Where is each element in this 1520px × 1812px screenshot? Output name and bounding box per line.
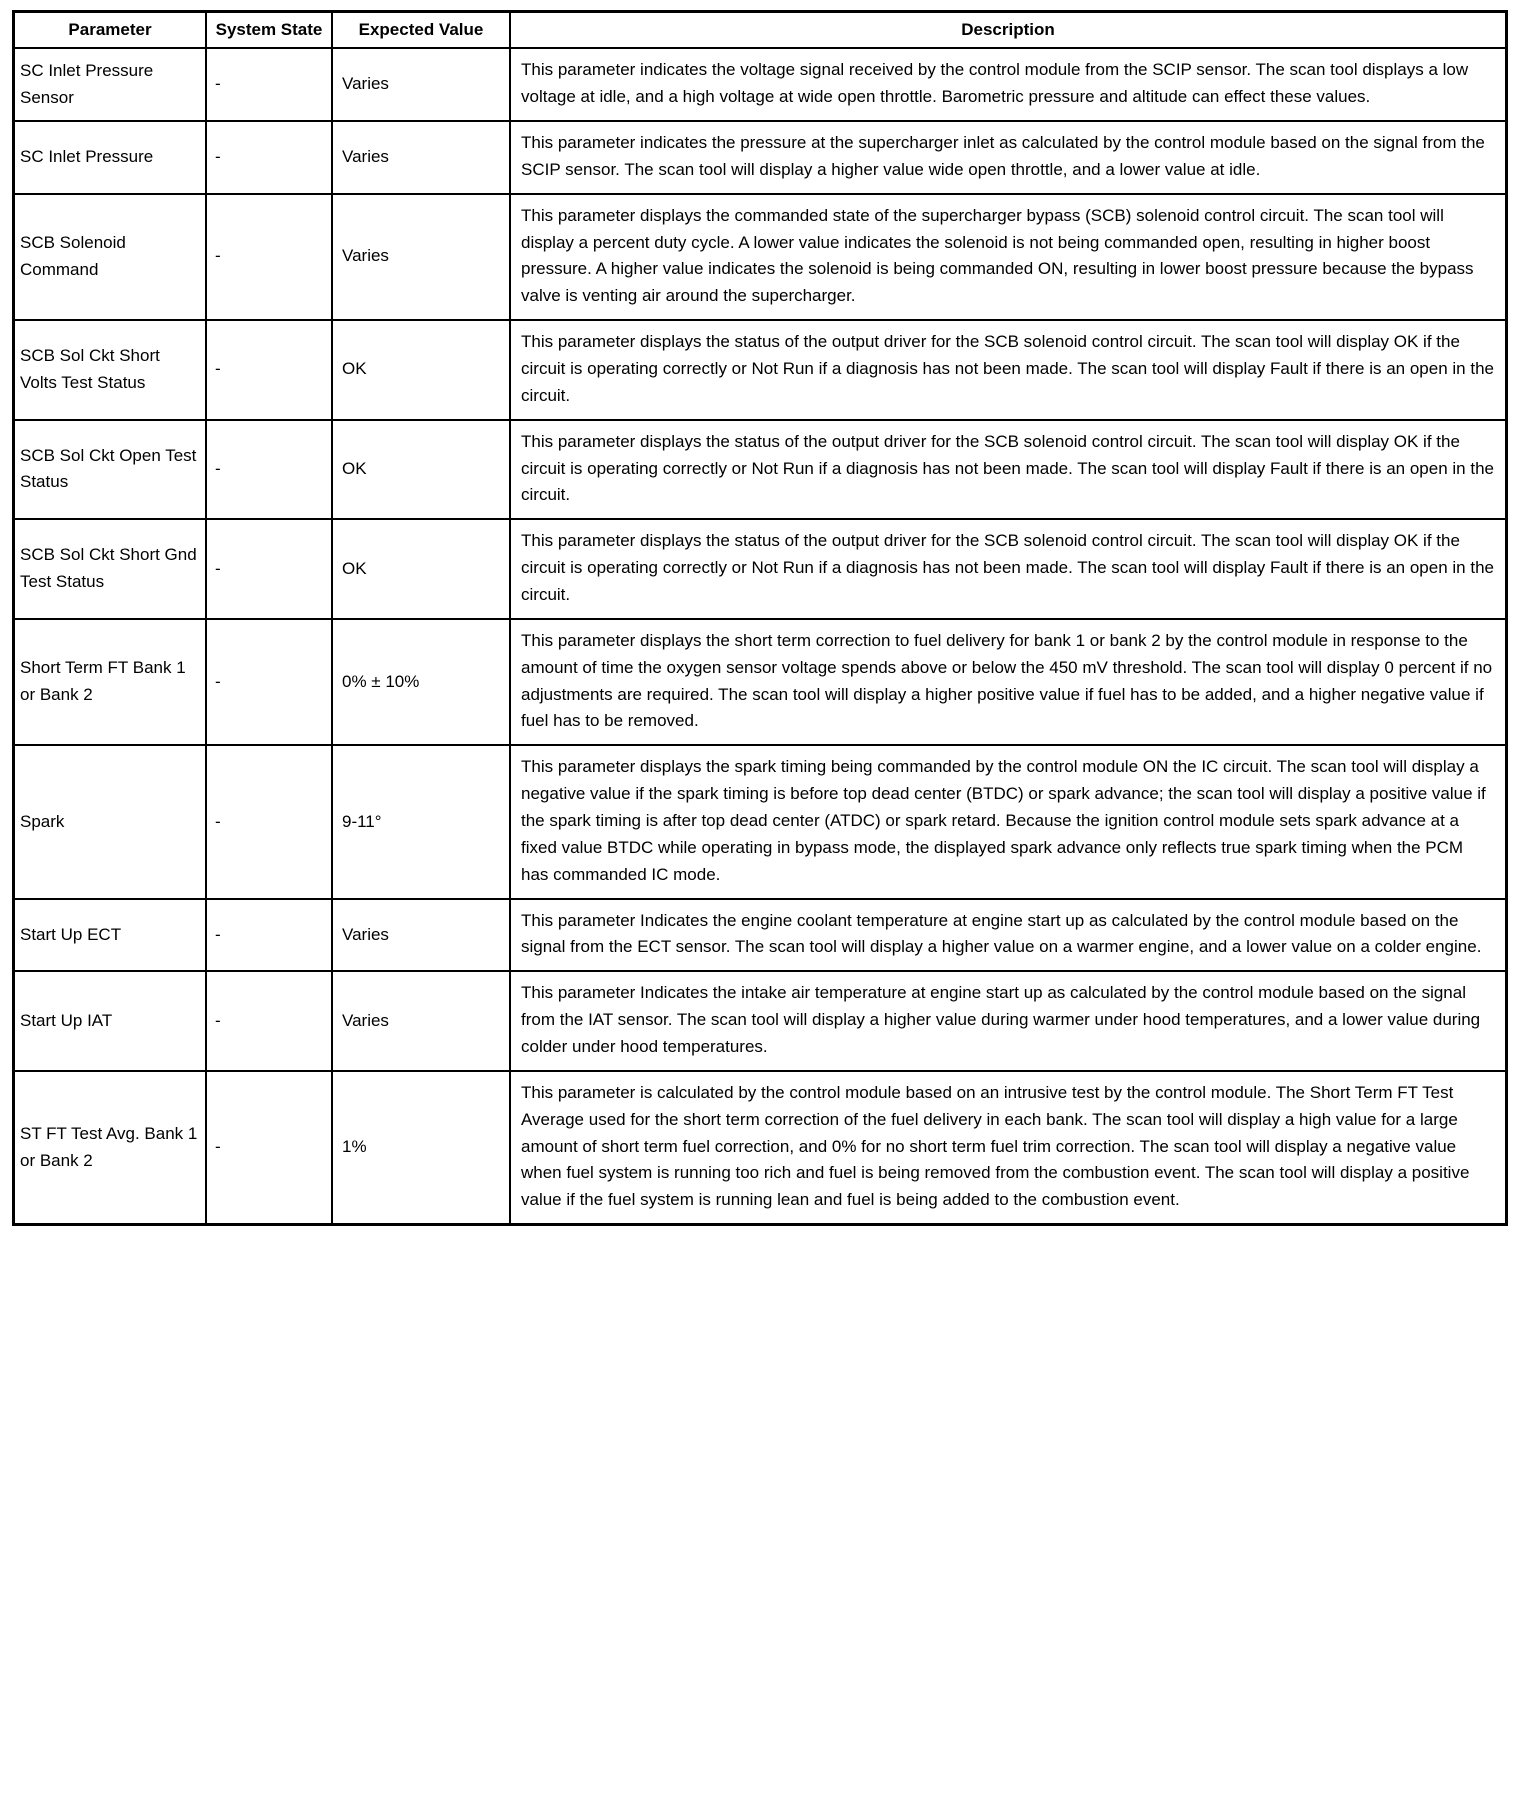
parameter-cell: SCB Sol Ckt Open Test Status [14,420,207,520]
system-state-cell: - [206,1071,332,1225]
system-state-cell: - [206,121,332,194]
parameter-cell: SCB Solenoid Command [14,194,207,320]
description-cell: This parameter displays the status of the output driver for the SCB solenoid control circuit. The scan tool will display OK if the circuit is operating correctly or Not Run if a diagnosis has not been made. The scan tool will display Fault if there is an open in the circuit. [510,420,1507,520]
table-row [14,745,1507,898]
description-cell: This parameter indicates the voltage signal received by the control module from the SCIP sensor. The scan tool displays a low voltage at idle, and a high voltage at wide open throttle. Barometric pressure and altitude can effect these values. [510,48,1507,121]
parameter-table [12,10,1508,1226]
expected-value-cell: 9-11° [332,745,510,898]
header-row [14,12,1507,49]
table-row [14,420,1507,520]
parameter-cell: SCB Sol Ckt Short Gnd Test Status [14,519,207,619]
parameter-cell: Short Term FT Bank 1 or Bank 2 [14,619,207,745]
description-cell: This parameter indicates the pressure at the supercharger inlet as calculated by the control module based on the signal from the SCIP sensor. The scan tool will display a higher value wide open throttle, and a lower value at idle. [510,121,1507,194]
parameter-table-body [14,48,1507,1224]
system-state-cell: - [206,48,332,121]
table-row [14,899,1507,972]
parameter-cell: ST FT Test Avg. Bank 1 or Bank 2 [14,1071,207,1225]
table-row [14,519,1507,619]
expected-value-cell: Varies [332,121,510,194]
expected-value-cell: 1% [332,1071,510,1225]
system-state-cell: - [206,899,332,972]
description-cell: This parameter displays the short term correction to fuel delivery for bank 1 or bank 2 by the control module in response to the amount of time the oxygen sensor voltage spends above or below the 450 mV threshold. The scan tool will display 0 percent if no adjustments are required. The scan tool will display a higher positive value if fuel has to be added, and a higher negative value if fuel has to be removed. [510,619,1507,745]
expected-value-cell: Varies [332,194,510,320]
parameter-cell: Spark [14,745,207,898]
description-cell: This parameter Indicates the engine coolant temperature at engine start up as calculated by the control module based on the signal from the ECT sensor. The scan tool will display a higher value on a warmer engine, and a lower value on a colder engine. [510,899,1507,972]
parameter-cell: SC Inlet Pressure [14,121,207,194]
parameter-cell: Start Up IAT [14,971,207,1071]
description-cell: This parameter displays the status of the output driver for the SCB solenoid control circuit. The scan tool will display OK if the circuit is operating correctly or Not Run if a diagnosis has not been made. The scan tool will display Fault if there is an open in the circuit. [510,519,1507,619]
table-row [14,619,1507,745]
parameter-cell: Start Up ECT [14,899,207,972]
system-state-cell: - [206,194,332,320]
parameter-cell: SC Inlet Pressure Sensor [14,48,207,121]
system-state-cell: - [206,519,332,619]
system-state-cell: - [206,420,332,520]
column-header-expected-value: Expected Value [332,12,510,49]
expected-value-cell: OK [332,519,510,619]
description-cell: This parameter displays the status of the output driver for the SCB solenoid control circuit. The scan tool will display OK if the circuit is operating correctly or Not Run if a diagnosis has not been made. The scan tool will display Fault if there is an open in the circuit. [510,320,1507,420]
column-header-description: Description [510,12,1507,49]
parameter-cell: SCB Sol Ckt Short Volts Test Status [14,320,207,420]
expected-value-cell: Varies [332,971,510,1071]
expected-value-cell: 0% ± 10% [332,619,510,745]
expected-value-cell: OK [332,420,510,520]
table-row [14,1071,1507,1225]
table-row [14,971,1507,1071]
description-cell: This parameter is calculated by the control module based on an intrusive test by the control module. The Short Term FT Test Average used for the short term correction of the fuel delivery in each bank. The scan tool will display a high value for a large amount of short term fuel correction, and 0% for no short term fuel trim correction. The scan tool will display a negative value when fuel system is running too rich and fuel is being removed from the combustion event. The scan tool will display a positive value if the fuel system is running lean and fuel is being added to the combustion event. [510,1071,1507,1225]
column-header-system-state: System State [206,12,332,49]
table-row [14,194,1507,320]
table-row [14,121,1507,194]
system-state-cell: - [206,320,332,420]
expected-value-cell: Varies [332,899,510,972]
system-state-cell: - [206,971,332,1071]
description-cell: This parameter displays the commanded state of the supercharger bypass (SCB) solenoid control circuit. The scan tool will display a percent duty cycle. A lower value indicates the solenoid is not being commanded open, resulting in higher boost pressure. A higher value indicates the solenoid is being commanded ON, resulting in lower boost pressure because the bypass valve is venting air around the supercharger. [510,194,1507,320]
column-header-parameter: Parameter [14,12,207,49]
expected-value-cell: Varies [332,48,510,121]
table-row [14,320,1507,420]
description-cell: This parameter Indicates the intake air temperature at engine start up as calculated by the control module based on the signal from the IAT sensor. The scan tool will display a higher value during warmer under hood temperatures, and a lower value during colder under hood temperatures. [510,971,1507,1071]
table-row [14,48,1507,121]
description-cell: This parameter displays the spark timing being commanded by the control module ON the IC circuit. The scan tool will display a negative value if the spark timing is before top dead center (BTDC) or spark advance; the scan tool will display a positive value if the spark timing is after top dead center (ATDC) or spark retard. Because the ignition control module sets spark advance at a fixed value BTDC while operating in bypass mode, the displayed spark advance only reflects true spark timing when the PCM has commanded IC mode. [510,745,1507,898]
system-state-cell: - [206,745,332,898]
expected-value-cell: OK [332,320,510,420]
system-state-cell: - [206,619,332,745]
